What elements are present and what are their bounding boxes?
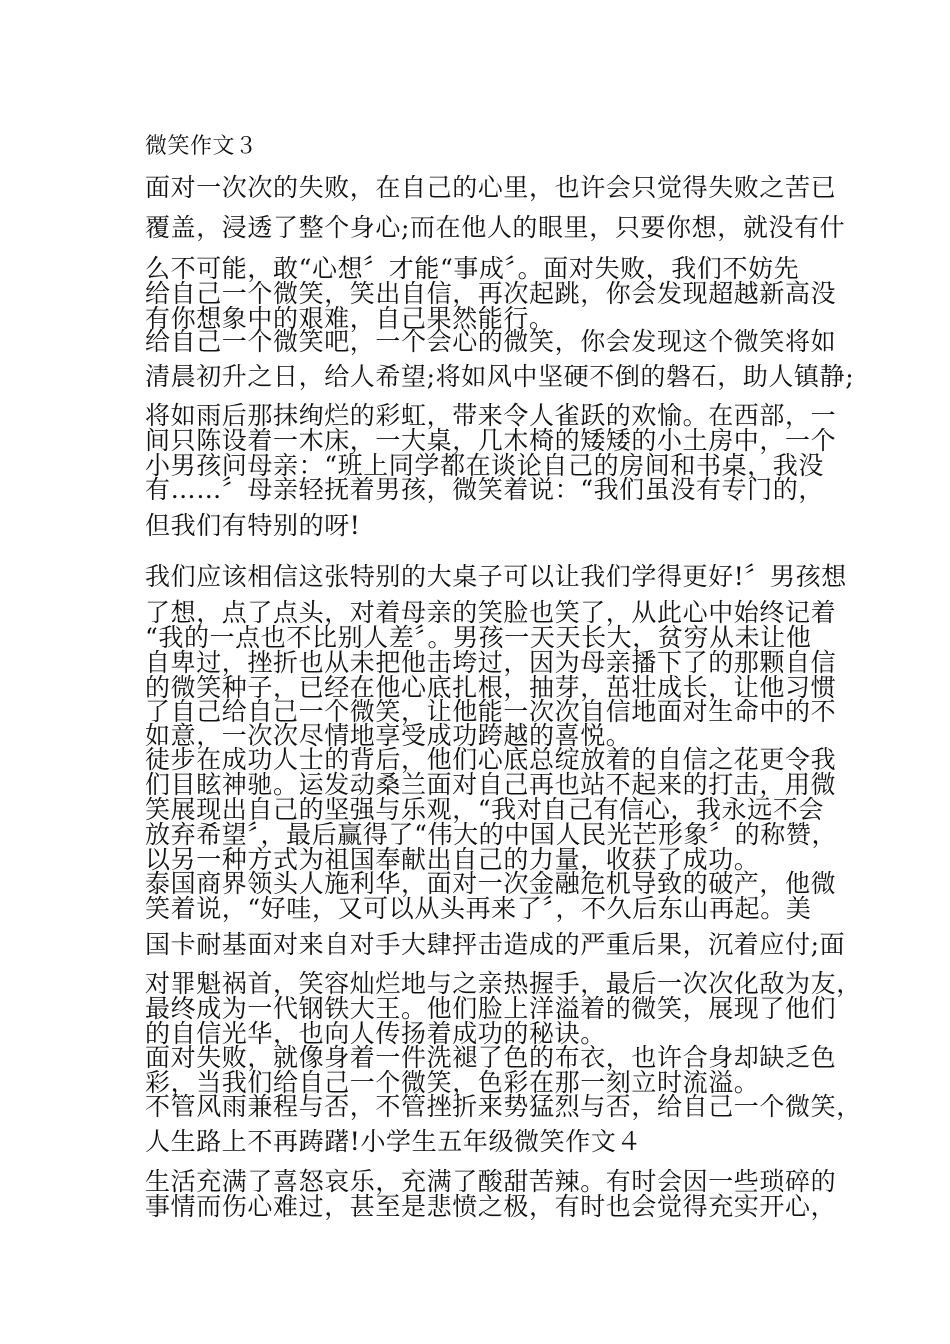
text-line: 清晨初升之日，给人希望;将如风中坚硬不倒的磐石，助人镇静;	[145, 362, 855, 391]
text-line: 将如雨后那抹绚烂的彩虹，带来令人雀跃的欢愉。在西部，一	[145, 401, 837, 430]
text-line: 不管风雨兼程与否，不管挫折来势猛烈与否，给自己一个微笑，	[145, 1092, 862, 1121]
text-line: 给自己一个微笑吧，一个会心的微笑，你会发现这个微笑将如	[145, 327, 837, 356]
text-line: 徒步在成功人士的背后，他们心底总绽放着的自信之花更令我	[145, 745, 837, 774]
text-line: 的自信光华，也向人传扬着成功的秘诀。	[145, 1019, 606, 1048]
document-title: 微笑作文３	[145, 134, 258, 159]
text-line: 了自己给自己一个微笑，让他能一次次自信地面对生命中的不	[145, 697, 837, 726]
text-line: 彩，当我们给自己一个微笑，色彩在那一刻立时流溢。	[145, 1068, 760, 1097]
text-line: 么不可能，敢“心想〞才能“事成〞。面对失败，我们不妨先	[145, 254, 800, 283]
text-line: 但我们有特别的呀!	[145, 511, 361, 540]
text-line: 面对失败，就像身着一件洗褪了色的布衣，也许合身却缺乏色	[145, 1043, 837, 1072]
text-line: 的微笑种子，已经在他心底扎根，抽芽，茁壮成长，让他习惯	[145, 673, 837, 702]
text-line: 笑着说，“好哇，又可以从头再来了〞，不久后东山再起。美	[145, 894, 812, 923]
text-line: 事情而伤心难过，甚至是悲愤之极，有时也会觉得充实开心，	[145, 1192, 837, 1221]
text-line: 生活充满了喜怒哀乐，充满了酸甜苦辣。有时会因一些琐碎的	[145, 1167, 837, 1196]
text-line: 有你想象中的艰难，自己果然能行。	[145, 304, 555, 333]
text-line: “我的一点也不比别人差〞。男孩一天天长大，贫穷从未让他	[145, 623, 812, 652]
text-line: 笑展现出自己的坚强与乐观，“我对自己有信心，我永远不会	[145, 795, 824, 824]
text-line: 有……〞母亲轻抚着男孩，微笑着说：“我们虽没有专门的，	[145, 475, 824, 504]
text-line: 了想，点了点头，对着母亲的笑脸也笑了，从此心中始终记着	[145, 598, 837, 627]
text-line: 国卡耐基面对来自对手大肆抨击造成的严重后果，沉着应付;面	[145, 930, 846, 959]
text-line: 覆盖，浸透了整个身心;而在他人的眼里，只要你想，就没有什	[145, 213, 846, 242]
text-line: 小男孩问母亲：“班上同学都在谈论自己的房间和书桌，我没	[145, 451, 824, 480]
text-line: 泰国商界领头人施利华，面对一次金融危机导致的破产，他微	[145, 869, 837, 898]
text-line: 间只陈设着一木床，一大桌，几木椅的矮矮的小土房中，一个	[145, 426, 837, 455]
text-line: 如意，一次次尽情地享受成功跨越的喜悦。	[145, 721, 632, 750]
text-line: 我们应该相信这张特别的大桌子可以让我们学得更好!〞男孩想	[145, 562, 847, 591]
text-line: 自卑过，挫折也从未把他击垮过，因为母亲播下了的那颗自信	[145, 648, 837, 677]
text-line: 放弃希望〞，最后赢得了“伟大的中国人民光芒形象〞的称赞，	[145, 820, 838, 849]
text-line: 们目眩神驰。运发动桑兰面对自己再也站不起来的打击，用微	[145, 770, 837, 799]
text-line: 面对一次次的失败，在自己的心里，也许会只觉得失败之苦已	[145, 173, 837, 202]
text-line: 以另一种方式为祖国奉献出自己的力量，收获了成功。	[145, 845, 760, 874]
text-line: 给自己一个微笑，笑出自信，再次起跳，你会发现超越新高没	[145, 279, 837, 308]
text-line: 最终成为一代钢铁大王。他们脸上洋溢着的微笑，展现了他们	[145, 994, 837, 1023]
text-line: 人生路上不再踌躇!小学生五年级微笑作文４	[145, 1127, 643, 1156]
text-line: 对罪魁祸首，笑容灿烂地与之亲热握手，最后一次次化敌为友，	[145, 969, 862, 998]
